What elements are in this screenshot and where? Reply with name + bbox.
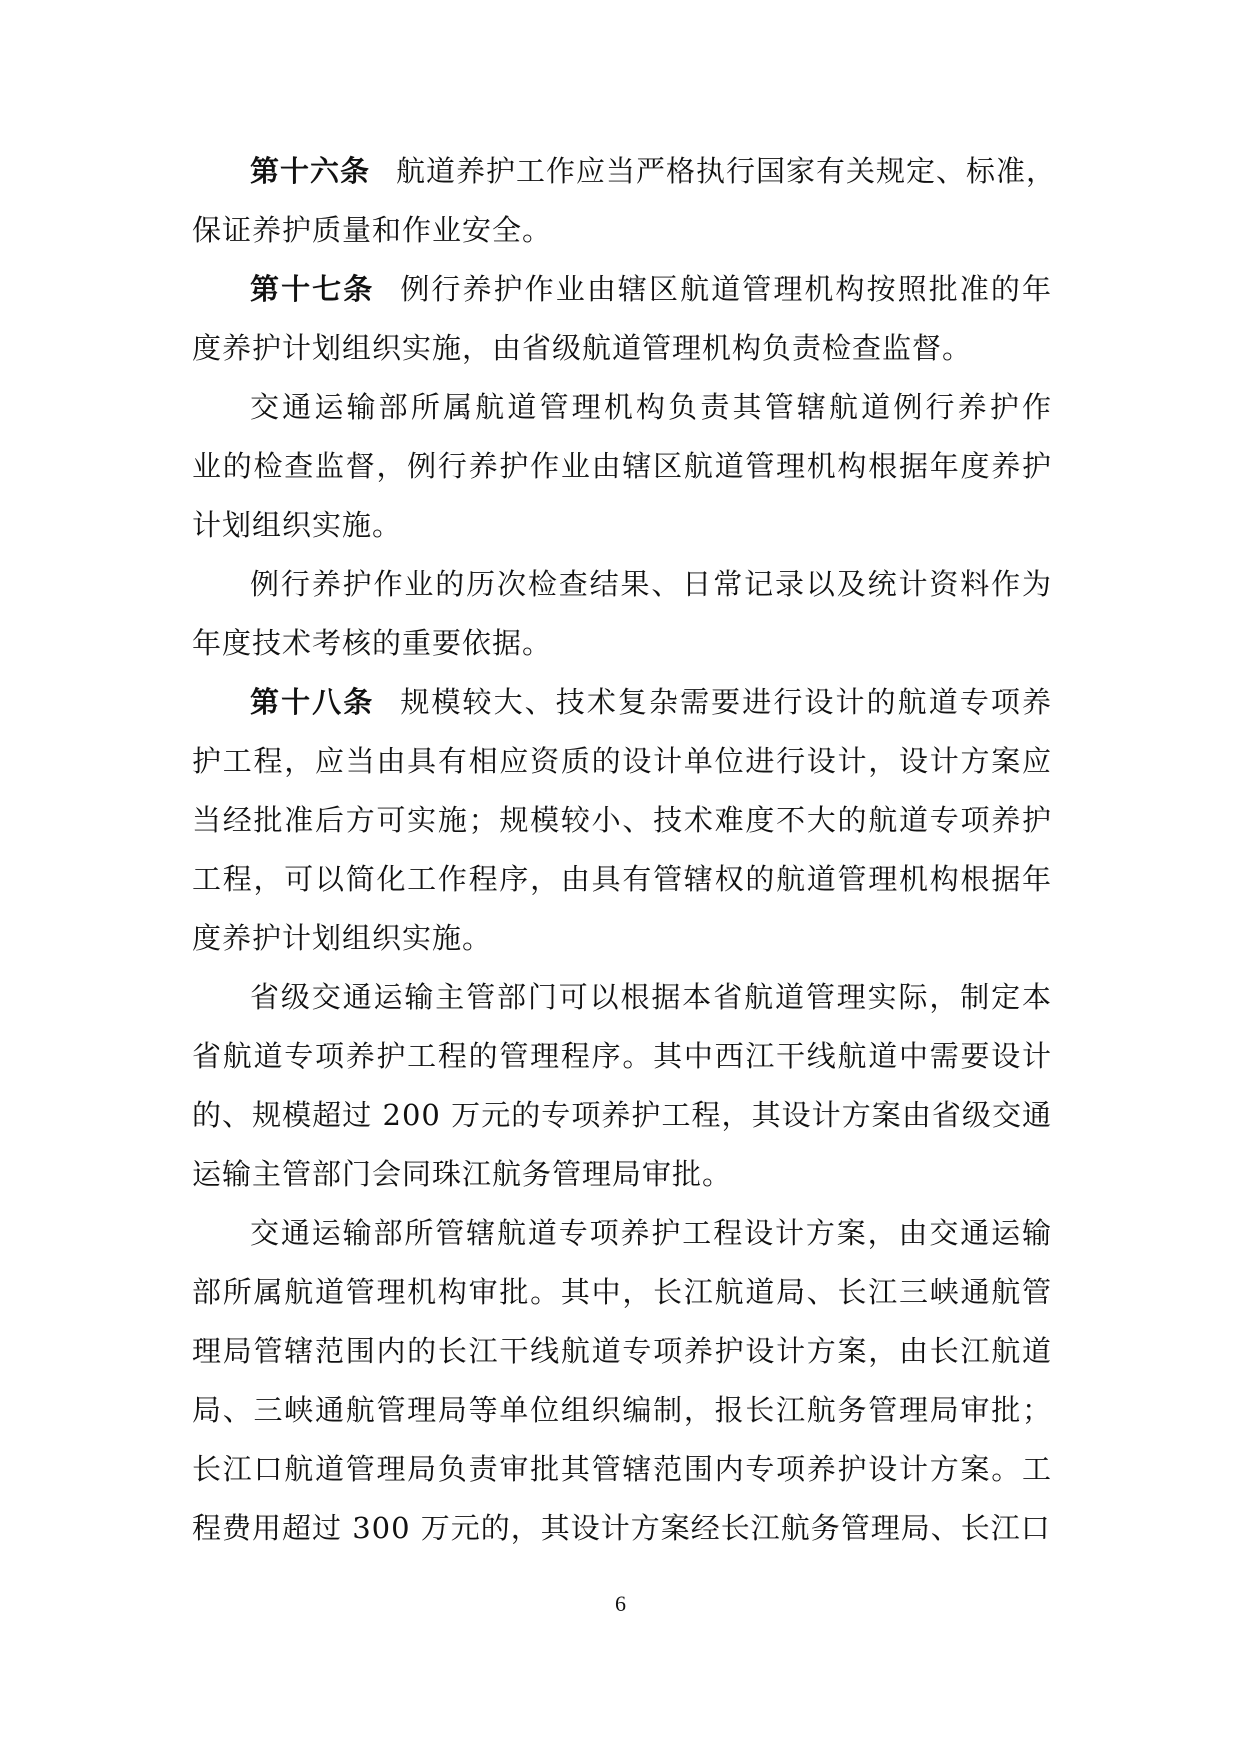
- text-line: [192, 1204, 1052, 1263]
- line-text: 年度技术考核的重要依据。: [192, 626, 553, 660]
- line-text: 例行养护作业由辖区航道管理机构按照批准的年: [400, 272, 1052, 306]
- line-text: 规模较大、技术复杂需要进行设计的航道专项养: [400, 685, 1052, 719]
- line-text: 护工程，应当由具有相应资质的设计单位进行设计，设计方案应: [192, 744, 1052, 778]
- line-text: 的、规模超过 200 万元的专项养护工程，其设计方案由省级交通: [192, 1098, 1052, 1132]
- text-line: [192, 319, 1052, 378]
- text-line: [192, 909, 1052, 968]
- line-text: 局、三峡通航管理局等单位组织编制，报长江航务管理局审批；: [192, 1393, 1052, 1427]
- text-line: [192, 1322, 1052, 1381]
- text-line: [192, 1086, 1052, 1145]
- text-line: [192, 1440, 1052, 1499]
- line-text: 省级交通运输主管部门可以根据本省航道管理实际，制定本: [250, 980, 1052, 1014]
- text-line: [192, 791, 1052, 850]
- line-text: 工程，可以简化工作程序，由具有管辖权的航道管理机构根据年: [192, 862, 1052, 896]
- text-line: [192, 378, 1052, 437]
- text-line: [192, 614, 1052, 673]
- line-text: 保证养护质量和作业安全。: [192, 213, 553, 247]
- text-line: [192, 673, 1052, 732]
- regulation-text: [192, 142, 1057, 1558]
- text-line: [192, 142, 1057, 201]
- text-line: [192, 201, 1052, 260]
- line-text: 航道养护工作应当严格执行国家有关规定、标准，: [396, 154, 1057, 188]
- text-line: [192, 260, 1052, 319]
- text-line: [192, 1263, 1052, 1322]
- line-text: 长江口航道管理局负责审批其管辖范围内专项养护设计方案。工: [192, 1452, 1052, 1486]
- line-text: 省航道专项养护工程的管理程序。其中西江干线航道中需要设计: [192, 1039, 1052, 1073]
- text-line: [192, 1381, 1052, 1440]
- line-text: 部所属航道管理机构审批。其中，长江航道局、长江三峡通航管: [192, 1275, 1052, 1309]
- article-heading: 第十六条: [250, 154, 371, 188]
- line-text: 当经批准后方可实施；规模较小、技术难度不大的航道专项养护: [192, 803, 1052, 837]
- text-line: [192, 1145, 1052, 1204]
- line-text: 度养护计划组织实施，由省级航道管理机构负责检查监督。: [192, 331, 973, 365]
- line-text: 运输主管部门会同珠江航务管理局审批。: [192, 1157, 733, 1191]
- line-text: 例行养护作业的历次检查结果、日常记录以及统计资料作为: [250, 567, 1052, 601]
- article-heading: 第十七条: [250, 272, 375, 306]
- line-text: 交通运输部所管辖航道专项养护工程设计方案，由交通运输: [250, 1216, 1052, 1250]
- line-text: 程费用超过 300 万元的，其设计方案经长江航务管理局、长江口: [192, 1511, 1051, 1545]
- line-text: 度养护计划组织实施。: [192, 921, 493, 955]
- page-number: 6: [615, 1591, 626, 1616]
- text-line: [192, 732, 1052, 791]
- text-line: [192, 850, 1052, 909]
- text-line: [192, 1027, 1052, 1086]
- line-text: 交通运输部所属航道管理机构负责其管辖航道例行养护作: [250, 390, 1052, 424]
- line-text: 计划组织实施。: [192, 508, 403, 542]
- line-text: 理局管辖范围内的长江干线航道专项养护设计方案，由长江航道: [192, 1334, 1052, 1368]
- line-text: 业的检查监督，例行养护作业由辖区航道管理机构根据年度养护: [192, 449, 1052, 483]
- text-line: [192, 1499, 1052, 1558]
- article-heading: 第十八条: [250, 685, 375, 719]
- text-line: [192, 437, 1052, 496]
- text-line: [192, 496, 1052, 555]
- text-line: [192, 555, 1052, 614]
- text-line: [192, 968, 1052, 1027]
